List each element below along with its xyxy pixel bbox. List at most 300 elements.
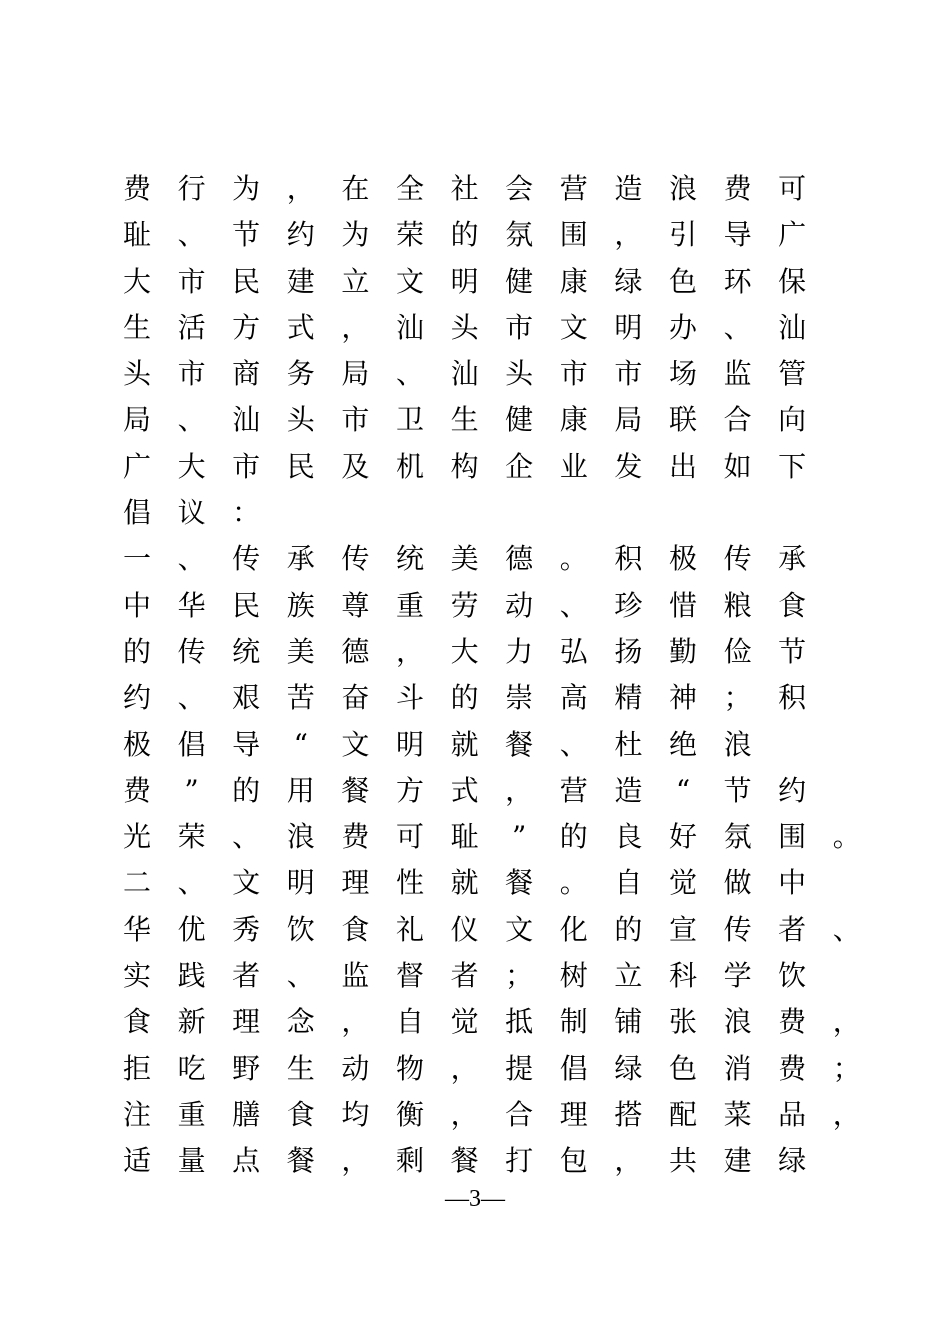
text-char: 统 <box>395 542 424 576</box>
text-char: 化 <box>559 912 588 946</box>
text-char: 。 <box>832 820 861 854</box>
text-char: 营 <box>559 773 588 807</box>
text-char: ； <box>505 959 534 993</box>
text-char: 华 <box>177 588 206 622</box>
text-char: 方 <box>395 773 424 807</box>
text-char: 绿 <box>778 1144 807 1178</box>
text-line <box>122 999 861 1045</box>
text-char: ； <box>832 1051 861 1085</box>
text-char: 配 <box>668 1097 697 1131</box>
text-char: 食 <box>341 912 370 946</box>
text-char: 的 <box>122 634 151 668</box>
text-char: 美 <box>450 542 479 576</box>
text-char: 浪 <box>723 727 752 761</box>
text-char: 卫 <box>395 403 424 437</box>
text-char: 者 <box>232 959 261 993</box>
text-char: 动 <box>341 1051 370 1085</box>
text-char: 一 <box>122 542 151 576</box>
text-char: 立 <box>614 959 643 993</box>
text-char: 荣 <box>395 218 424 252</box>
text-char: 共 <box>668 1144 697 1178</box>
text-char: 树 <box>559 959 588 993</box>
text-char: ， <box>505 773 534 807</box>
text-char: 可 <box>778 172 807 205</box>
text-char: 苦 <box>286 681 315 715</box>
text-char: 全 <box>395 172 424 205</box>
text-char: 绿 <box>614 264 643 298</box>
text-char: 俭 <box>723 634 752 668</box>
text-char: 监 <box>723 357 752 391</box>
text-char: 费 <box>723 172 752 205</box>
text-char: 大 <box>122 264 151 298</box>
text-char: 铺 <box>614 1005 643 1039</box>
text-char: 生 <box>286 1051 315 1085</box>
text-char: 衡 <box>395 1097 424 1131</box>
text-char: 合 <box>723 403 752 437</box>
text-char: 文 <box>341 727 370 761</box>
text-char: 合 <box>505 1097 534 1131</box>
text-char: 、 <box>232 820 261 854</box>
text-char: 生 <box>450 403 479 437</box>
text-char: 拒 <box>122 1051 151 1085</box>
text-char: 立 <box>341 264 370 298</box>
text-char: 会 <box>505 172 534 205</box>
text-char: 氛 <box>505 218 534 252</box>
text-line <box>122 1138 850 1184</box>
text-char: 实 <box>122 959 151 993</box>
text-char: 者 <box>778 912 807 946</box>
text-char: 德 <box>505 542 534 576</box>
text-line <box>122 351 850 397</box>
text-char: 华 <box>122 912 151 946</box>
text-char: 及 <box>341 449 370 483</box>
text-char: 倡 <box>122 496 151 530</box>
text-char: 奋 <box>341 681 370 715</box>
text-char: 管 <box>778 357 807 391</box>
text-char: 良 <box>614 820 643 854</box>
text-char: 食 <box>122 1005 151 1039</box>
text-char: 餐 <box>450 1144 479 1178</box>
text-char: 动 <box>505 588 534 622</box>
text-char: “ <box>675 773 691 807</box>
text-char: 传 <box>177 634 206 668</box>
text-char: 珍 <box>614 588 643 622</box>
text-char: 议 <box>177 496 206 530</box>
text-char: 监 <box>341 959 370 993</box>
text-char: 环 <box>723 264 752 298</box>
text-char: 倡 <box>559 1051 588 1085</box>
text-char: 头 <box>505 357 534 391</box>
text-char: 自 <box>395 1005 424 1039</box>
text-char: 礼 <box>395 912 424 946</box>
text-char: 市 <box>505 310 534 344</box>
text-char: 神 <box>668 681 697 715</box>
text-char: 、 <box>559 727 588 761</box>
text-char: 费 <box>122 172 151 205</box>
text-char: 节 <box>723 773 752 807</box>
text-char: 耻 <box>450 820 479 854</box>
text-char: 务 <box>286 357 315 391</box>
text-char: 消 <box>723 1051 752 1085</box>
text-char: 明 <box>614 310 643 344</box>
text-char: 精 <box>614 681 643 715</box>
text-char: 节 <box>232 218 261 252</box>
text-char: 费 <box>122 773 151 807</box>
text-char: ， <box>450 1051 479 1085</box>
text-line <box>122 397 850 443</box>
text-char: 承 <box>286 542 315 576</box>
text-char: 光 <box>122 820 151 854</box>
text-char: 科 <box>668 959 697 993</box>
text-char: 康 <box>559 403 588 437</box>
text-char: 剩 <box>395 1144 424 1178</box>
text-char: 明 <box>395 727 424 761</box>
text-char: 、 <box>177 681 206 715</box>
text-char: 荣 <box>177 820 206 854</box>
text-char: 劳 <box>450 588 479 622</box>
text-char: 行 <box>177 172 206 205</box>
text-line <box>122 675 850 721</box>
text-char: 建 <box>723 1144 752 1178</box>
text-char: 民 <box>232 588 261 622</box>
text-char: 觉 <box>668 866 697 900</box>
text-line <box>122 1092 861 1138</box>
text-line <box>122 305 850 351</box>
text-char: 如 <box>723 449 752 483</box>
text-char: 用 <box>286 773 315 807</box>
text-char: 传 <box>723 912 752 946</box>
text-line <box>122 166 850 212</box>
text-char: 建 <box>286 264 315 298</box>
text-char: 头 <box>286 403 315 437</box>
text-char: 均 <box>341 1097 370 1131</box>
text-char: 觉 <box>450 1005 479 1039</box>
text-char: 理 <box>232 1005 261 1039</box>
text-char: 汕 <box>232 403 261 437</box>
text-char: 围 <box>778 820 807 854</box>
text-char: 中 <box>122 588 151 622</box>
text-char: 力 <box>505 634 534 668</box>
text-char: 秀 <box>232 912 261 946</box>
text-char: 饮 <box>778 959 807 993</box>
text-char: 倡 <box>177 727 206 761</box>
text-char: 制 <box>559 1005 588 1039</box>
text-char: ： <box>232 496 261 530</box>
text-char: 承 <box>778 542 807 576</box>
text-char: 。 <box>559 542 588 576</box>
text-line <box>122 259 850 305</box>
text-char: 广 <box>778 218 807 252</box>
text-char: 、 <box>177 542 206 576</box>
text-char: 极 <box>668 542 697 576</box>
text-char: 积 <box>614 542 643 576</box>
text-char: 市 <box>232 449 261 483</box>
text-char: ， <box>832 1097 861 1131</box>
text-char: 二 <box>122 866 151 900</box>
text-char: ， <box>286 172 315 205</box>
text-char: 菜 <box>723 1097 752 1131</box>
text-char: 汕 <box>450 357 479 391</box>
text-char: 办 <box>668 310 697 344</box>
text-char: 品 <box>778 1097 807 1131</box>
text-char: 费 <box>341 820 370 854</box>
text-char: 践 <box>177 959 206 993</box>
text-char: 传 <box>723 542 752 576</box>
text-char: 健 <box>505 403 534 437</box>
text-char: 汕 <box>395 310 424 344</box>
text-char: 造 <box>614 172 643 205</box>
text-char: 艰 <box>232 681 261 715</box>
text-char: 汕 <box>778 310 807 344</box>
text-char: 学 <box>723 959 752 993</box>
text-char: 文 <box>559 310 588 344</box>
text-char: 企 <box>505 449 534 483</box>
text-char: 头 <box>122 357 151 391</box>
text-char: 商 <box>232 357 261 391</box>
text-char: 、 <box>395 357 424 391</box>
text-char: 联 <box>668 403 697 437</box>
text-char: 提 <box>505 1051 534 1085</box>
text-char: 餐 <box>286 1144 315 1178</box>
text-line <box>122 907 861 953</box>
text-char: 食 <box>286 1097 315 1131</box>
text-char: 业 <box>559 449 588 483</box>
text-char: 点 <box>232 1144 261 1178</box>
text-char: 打 <box>505 1144 534 1178</box>
text-char: 者 <box>450 959 479 993</box>
text-char: ； <box>723 681 752 715</box>
text-char: 注 <box>122 1097 151 1131</box>
text-char: 就 <box>450 866 479 900</box>
text-char: 。 <box>559 866 588 900</box>
text-char: 色 <box>668 1051 697 1085</box>
text-line <box>122 629 850 675</box>
text-char: 市 <box>614 357 643 391</box>
text-char: 引 <box>668 218 697 252</box>
text-char: 吃 <box>177 1051 206 1085</box>
text-line <box>122 768 850 814</box>
text-char: 高 <box>559 681 588 715</box>
text-char: 约 <box>122 681 151 715</box>
text-char: 的 <box>450 681 479 715</box>
text-char: 市 <box>341 403 370 437</box>
text-line <box>122 212 850 258</box>
text-char: ” <box>512 820 527 854</box>
text-char: 明 <box>286 866 315 900</box>
text-char: 下 <box>778 449 807 483</box>
text-char: 理 <box>341 866 370 900</box>
text-char: 德 <box>341 634 370 668</box>
text-char: 健 <box>505 264 534 298</box>
text-char: 可 <box>395 820 424 854</box>
text-char: ， <box>341 310 370 344</box>
text-char: 文 <box>505 912 534 946</box>
text-char: 广 <box>122 449 151 483</box>
text-char: 、 <box>286 959 315 993</box>
text-char: 的 <box>559 820 588 854</box>
text-char: 在 <box>341 172 370 205</box>
text-char: 食 <box>778 588 807 622</box>
text-char: 重 <box>177 1097 206 1131</box>
text-char: 传 <box>232 542 261 576</box>
text-line <box>122 860 850 906</box>
text-char: ” <box>184 773 199 807</box>
text-char: 文 <box>395 264 424 298</box>
text-char: 康 <box>559 264 588 298</box>
text-char: 浪 <box>668 172 697 205</box>
text-char: 保 <box>778 264 807 298</box>
text-char: ， <box>614 1144 643 1178</box>
text-line <box>122 953 850 999</box>
text-char: 仪 <box>450 912 479 946</box>
text-char: 约 <box>778 773 807 807</box>
text-char: 野 <box>232 1051 261 1085</box>
text-char: 、 <box>832 912 861 946</box>
text-char: 惜 <box>668 588 697 622</box>
text-char: 局 <box>341 357 370 391</box>
text-char: 导 <box>232 727 261 761</box>
text-char: 崇 <box>505 681 534 715</box>
text-char: 绿 <box>614 1051 643 1085</box>
text-char: 导 <box>723 218 752 252</box>
text-char: 极 <box>122 727 151 761</box>
text-char: 族 <box>286 588 315 622</box>
text-char: 围 <box>559 218 588 252</box>
text-char: 粮 <box>723 588 752 622</box>
text-char: ， <box>832 1005 861 1039</box>
text-char: 浪 <box>286 820 315 854</box>
text-char: 尊 <box>341 588 370 622</box>
text-char: 好 <box>668 820 697 854</box>
text-char: 民 <box>286 449 315 483</box>
text-char: 餐 <box>505 866 534 900</box>
text-char: 就 <box>450 727 479 761</box>
body-text <box>122 166 861 1185</box>
text-char: 的 <box>232 773 261 807</box>
text-char: 大 <box>450 634 479 668</box>
text-line <box>122 444 850 490</box>
text-char: 民 <box>232 264 261 298</box>
text-char: 造 <box>614 773 643 807</box>
text-char: 场 <box>668 357 697 391</box>
text-char: 的 <box>614 912 643 946</box>
text-char: 构 <box>450 449 479 483</box>
text-char: 重 <box>395 588 424 622</box>
text-char: 念 <box>286 1005 315 1039</box>
text-char: 包 <box>559 1144 588 1178</box>
text-line <box>122 814 861 860</box>
text-char: 局 <box>122 403 151 437</box>
text-char: 氛 <box>723 820 752 854</box>
text-char: 式 <box>450 773 479 807</box>
text-char: 斗 <box>395 681 424 715</box>
text-char: ， <box>614 218 643 252</box>
text-char: 头 <box>450 310 479 344</box>
text-char: 营 <box>559 172 588 205</box>
text-char: 传 <box>341 542 370 576</box>
text-char: 督 <box>395 959 424 993</box>
text-char: 向 <box>778 403 807 437</box>
text-char: 餐 <box>505 727 534 761</box>
text-char: 、 <box>559 588 588 622</box>
text-char: 搭 <box>614 1097 643 1131</box>
text-char: 宣 <box>668 912 697 946</box>
text-char: ， <box>341 1005 370 1039</box>
text-char: 明 <box>450 264 479 298</box>
text-char: 费 <box>778 1051 807 1085</box>
text-char: 大 <box>177 449 206 483</box>
text-char: ， <box>395 634 424 668</box>
text-char: 饮 <box>286 912 315 946</box>
text-char: 绝 <box>668 727 697 761</box>
text-char: 量 <box>177 1144 206 1178</box>
text-char: 物 <box>395 1051 424 1085</box>
text-char: 生 <box>122 310 151 344</box>
text-char: 活 <box>177 310 206 344</box>
text-char: 为 <box>341 218 370 252</box>
text-char: 、 <box>177 403 206 437</box>
text-char: 膳 <box>232 1097 261 1131</box>
text-char: 自 <box>614 866 643 900</box>
text-char: 的 <box>450 218 479 252</box>
page-number: —3— <box>445 1186 505 1212</box>
text-char: 优 <box>177 912 206 946</box>
text-char: 节 <box>778 634 807 668</box>
text-char: 为 <box>232 172 261 205</box>
text-char: 杜 <box>614 727 643 761</box>
text-char: 机 <box>395 449 424 483</box>
text-char: 耻 <box>122 218 151 252</box>
text-char: 市 <box>177 264 206 298</box>
text-char: 积 <box>778 681 807 715</box>
text-char: 美 <box>286 634 315 668</box>
text-line <box>122 490 850 536</box>
text-char: 色 <box>668 264 697 298</box>
text-char: 市 <box>177 357 206 391</box>
text-char: ， <box>341 1144 370 1178</box>
text-char: 新 <box>177 1005 206 1039</box>
text-char: 式 <box>286 310 315 344</box>
text-char: 弘 <box>559 634 588 668</box>
text-char: 、 <box>177 218 206 252</box>
text-char: 局 <box>614 403 643 437</box>
text-char: 方 <box>232 310 261 344</box>
text-char: 、 <box>177 866 206 900</box>
text-char: 出 <box>668 449 697 483</box>
text-char: 张 <box>668 1005 697 1039</box>
text-char: 餐 <box>341 773 370 807</box>
text-char: “ <box>293 727 308 761</box>
text-char: 理 <box>559 1097 588 1131</box>
text-line <box>122 536 850 582</box>
text-char: 勤 <box>668 634 697 668</box>
text-line <box>122 722 850 768</box>
text-char: 扬 <box>614 634 643 668</box>
text-char: 适 <box>122 1144 151 1178</box>
text-line <box>122 1046 861 1092</box>
text-char: 、 <box>723 310 752 344</box>
text-char: 约 <box>286 218 315 252</box>
text-char: 社 <box>450 172 479 205</box>
text-char: 发 <box>614 449 643 483</box>
text-char: 性 <box>395 866 424 900</box>
text-char: 统 <box>232 634 261 668</box>
text-char: 中 <box>778 866 807 900</box>
text-char: 市 <box>559 357 588 391</box>
text-line <box>122 583 850 629</box>
text-char: 文 <box>232 866 261 900</box>
text-char: ， <box>450 1097 479 1131</box>
